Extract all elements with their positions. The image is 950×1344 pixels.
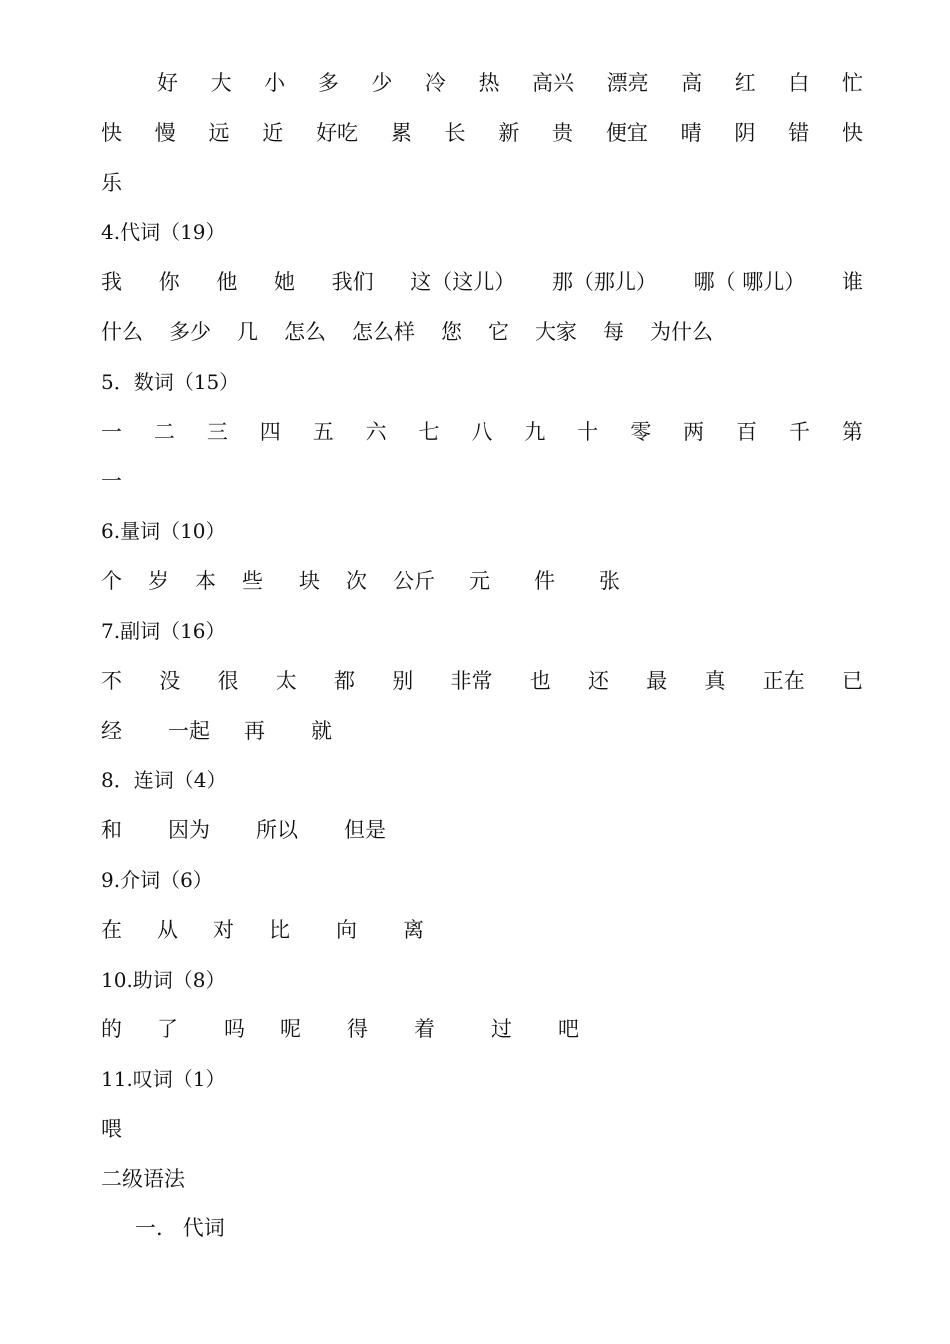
word: 和 xyxy=(101,818,122,842)
word: 它 xyxy=(488,320,509,344)
numeral-heading: 5．数词（15） xyxy=(101,370,240,394)
word: 九 xyxy=(524,420,546,444)
word: 五 xyxy=(312,420,334,444)
word: 我 xyxy=(101,270,122,294)
word: 白 xyxy=(788,71,810,95)
measure-word-heading: 6.量词（10） xyxy=(101,519,226,543)
word: 七 xyxy=(418,420,440,444)
adverb-list-line-1 xyxy=(101,665,863,697)
word: 便宜 xyxy=(605,121,648,145)
word: 你 xyxy=(158,270,180,294)
word: 百 xyxy=(736,420,758,444)
word: 错 xyxy=(788,121,810,145)
pronoun-list-line-2 xyxy=(101,316,863,348)
word: 了 xyxy=(157,1017,178,1041)
word: 经 xyxy=(101,719,122,743)
word: 三 xyxy=(206,420,228,444)
word: 贵 xyxy=(552,121,574,145)
word: 长 xyxy=(444,121,466,145)
word: 从 xyxy=(157,918,178,942)
word: 红 xyxy=(734,71,756,95)
word: 都 xyxy=(334,669,355,693)
word: 大 xyxy=(210,71,232,95)
grammar-level-heading: 二级语法 xyxy=(101,1167,185,1191)
word: 十 xyxy=(577,420,599,444)
word: 岁 xyxy=(148,569,169,593)
conjunction-heading: 8．连词（4） xyxy=(101,768,227,792)
particle-list xyxy=(101,1013,863,1045)
word: 因为 xyxy=(168,818,210,842)
word: 不 xyxy=(101,669,122,693)
word: 呢 xyxy=(280,1017,301,1041)
adjective-list-line-2 xyxy=(101,117,863,149)
word: 新 xyxy=(498,121,520,145)
word: 比 xyxy=(269,918,290,942)
word: 多 xyxy=(317,71,339,95)
word: 每 xyxy=(603,320,624,344)
conjunction-list xyxy=(101,814,863,846)
word: 怎么 xyxy=(284,320,326,344)
numeral-list-line-1 xyxy=(101,416,863,448)
word: 谁 xyxy=(841,270,863,294)
word: 件 xyxy=(534,569,555,593)
word: 对 xyxy=(213,918,234,942)
word: 着 xyxy=(414,1017,435,1041)
word: 冷 xyxy=(424,71,446,95)
word: 很 xyxy=(217,669,239,693)
word: 还 xyxy=(588,669,609,693)
word: 吧 xyxy=(558,1017,579,1041)
word: 就 xyxy=(311,719,332,743)
word: 好吃 xyxy=(316,121,359,145)
adjective-list-line-3: 乐 xyxy=(101,171,122,195)
particle-heading: 10.助词（8） xyxy=(101,968,226,992)
word: 少 xyxy=(371,71,393,95)
word: 次 xyxy=(346,569,367,593)
word: 太 xyxy=(275,669,297,693)
word: 真 xyxy=(704,669,726,693)
word: 个 xyxy=(101,569,122,593)
word: 忙 xyxy=(841,71,863,95)
word: 小 xyxy=(264,71,286,95)
word: 过 xyxy=(491,1017,512,1041)
word: 千 xyxy=(788,420,810,444)
word: 慢 xyxy=(154,121,176,145)
word: 远 xyxy=(208,121,230,145)
word: 他 xyxy=(216,270,238,294)
adjective-list-line-1 xyxy=(157,67,863,99)
word: 好 xyxy=(157,71,178,95)
word: 六 xyxy=(365,420,387,444)
word: 累 xyxy=(390,121,412,145)
word: 别 xyxy=(392,669,414,693)
numeral-list-line-2: 一 xyxy=(101,469,122,493)
word: 也 xyxy=(529,669,551,693)
word: 快 xyxy=(841,121,863,145)
adverb-heading: 7.副词（16） xyxy=(101,619,226,643)
word: 几 xyxy=(237,320,258,344)
word: 两 xyxy=(683,420,705,444)
word: 怎么样 xyxy=(352,320,415,344)
word: 您 xyxy=(441,320,462,344)
word: 阴 xyxy=(734,121,756,145)
adverb-list-line-2 xyxy=(101,715,863,747)
word: 这（这儿） xyxy=(410,270,516,294)
word: 公斤 xyxy=(393,569,435,593)
interjection-heading: 11.叹词（1） xyxy=(101,1067,226,1091)
word: 在 xyxy=(101,918,122,942)
word: 没 xyxy=(159,669,181,693)
word: 她 xyxy=(273,270,295,294)
word: 那（那儿） xyxy=(551,270,657,294)
word: 但是 xyxy=(344,818,386,842)
word: 大家 xyxy=(535,320,577,344)
word: 近 xyxy=(262,121,284,145)
word: 得 xyxy=(347,1017,368,1041)
word: 零 xyxy=(630,420,652,444)
word: 所以 xyxy=(256,818,298,842)
section-heading: 一. 代词 xyxy=(135,1216,225,1240)
word: 再 xyxy=(244,719,265,743)
pronoun-heading: 4.代词（19） xyxy=(101,220,226,244)
word: 一起 xyxy=(168,719,210,743)
word: 向 xyxy=(336,918,357,942)
word: 一 xyxy=(101,420,122,444)
word: 的 xyxy=(101,1017,122,1041)
word: 我们 xyxy=(331,270,374,294)
word: 热 xyxy=(478,71,500,95)
word: 高兴 xyxy=(532,71,575,95)
word: 些 xyxy=(242,569,263,593)
word: 二 xyxy=(153,420,175,444)
word: 四 xyxy=(259,420,281,444)
word: 什么 xyxy=(101,320,143,344)
word: 已 xyxy=(842,669,863,693)
word: 为什么 xyxy=(650,320,713,344)
word: 块 xyxy=(299,569,320,593)
word: 最 xyxy=(646,669,668,693)
interjection-list: 喂 xyxy=(101,1117,122,1141)
word: 漂亮 xyxy=(606,71,649,95)
word: 吗 xyxy=(224,1017,245,1041)
word: 张 xyxy=(599,569,620,593)
word: 八 xyxy=(471,420,493,444)
pronoun-list-line-1 xyxy=(101,266,863,298)
measure-word-list xyxy=(101,565,863,597)
word: 高 xyxy=(681,71,703,95)
preposition-heading: 9.介词（6） xyxy=(101,868,213,892)
word: 快 xyxy=(101,121,122,145)
word: 正在 xyxy=(762,669,805,693)
word: 本 xyxy=(195,569,216,593)
word: 第 xyxy=(841,420,863,444)
word: 离 xyxy=(403,918,424,942)
word: 晴 xyxy=(680,121,702,145)
word: 元 xyxy=(469,569,490,593)
word: 多少 xyxy=(169,320,211,344)
word: 非常 xyxy=(450,669,493,693)
preposition-list xyxy=(101,914,863,946)
word: 哪（ 哪儿） xyxy=(693,270,806,294)
